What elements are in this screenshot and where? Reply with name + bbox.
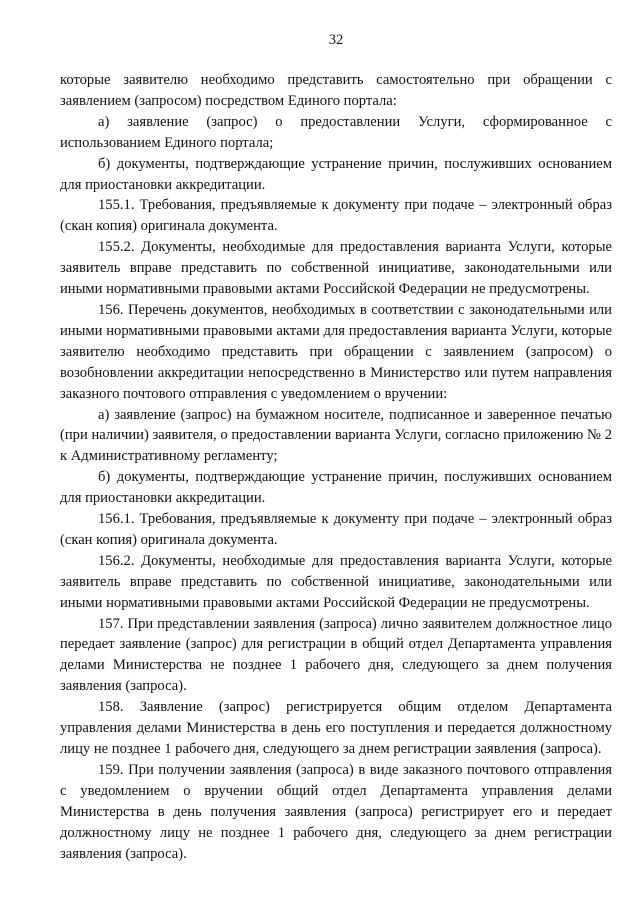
paragraph-continuation: которые заявителю необходимо представить самостоятельно при обращении с заявлением (запросом) посредством Единого портала: [60,72,612,109]
paragraph-159: 159. При получении заявления (запроса) в виде заказного почтового отправления с уведомлением о вручении общий отдел Департамента управления делами Министерства в день получения заявления (запроса) регистрирует его и передает должностному лицу не позднее 1 рабочего дня, следующего за днем регистрации заявления (запроса). [60,761,612,862]
paragraph-item-b: б) документы, подтверждающие устранение причин, послуживших основанием для приостановки аккредитации. [60,155,612,193]
paragraph-156: 156. Перечень документов, необходимых в соответствии с законодательными или иными нормативными правовыми актами для предоставления варианта Услуги, которые заявителю необходимо представить при обращении с заявлением (запросом) о возобновлении аккредитации непосредственно в Министерство или путем направления заказного почтового отправления с уведомлением о вручении: [60,301,612,402]
paragraph-item-a: а) заявление (запрос) о предоставлении Услуги, сформированное с использованием Единого портала; [60,113,612,151]
paragraph-155-2: 155.2. Документы, необходимые для предоставления варианта Услуги, которые заявитель вправе представить по собственной инициативе, законодательными или иными нормативными правовыми актами Российской Федерации не предусмотрены. [60,239,612,298]
paragraph-155-1: 155.1. Требования, предъявляемые к документу при подаче – электронный образ (скан копия) оригинала документа. [60,197,612,235]
paragraph-156-1: 156.1. Требования, предъявляемые к документу при подаче – электронный образ (скан копия) оригинала документа. [60,511,612,548]
page-number: 32 [328,32,344,48]
paragraph-156-item-b: б) документы, подтверждающие устранение причин, послуживших основанием для приостановки аккредитации. [60,469,612,507]
paragraph-158: 158. Заявление (запрос) регистрируется общим отделом Департамента управления делами Министерства в день его поступления и передается должностному лицу не позднее 1 рабочего дня, следующего за днем регистрации заявления (запроса). [60,699,612,757]
paragraph-156-item-a: а) заявление (запрос) на бумажном носителе, подписанное и заверенное печатью (при наличии) заявителя, о предоставлении варианта Услуги, согласно приложению № 2 к Административному регламенту; [60,406,612,465]
paragraph-156-2: 156.2. Документы, необходимые для предоставления варианта Услуги, которые заявитель вправе представить по собственной инициативе, законодательными или иными нормативными правовыми актами Российской Федерации не предусмотрены. [60,552,612,611]
paragraph-157: 157. При представлении заявления (запроса) лично заявителем должностное лицо передает заявление (запрос) для регистрации в общий отдел Департамента управления делами Министерства не позднее 1 рабочего дня, следующего за днем получения заявления (запроса). [60,615,612,695]
